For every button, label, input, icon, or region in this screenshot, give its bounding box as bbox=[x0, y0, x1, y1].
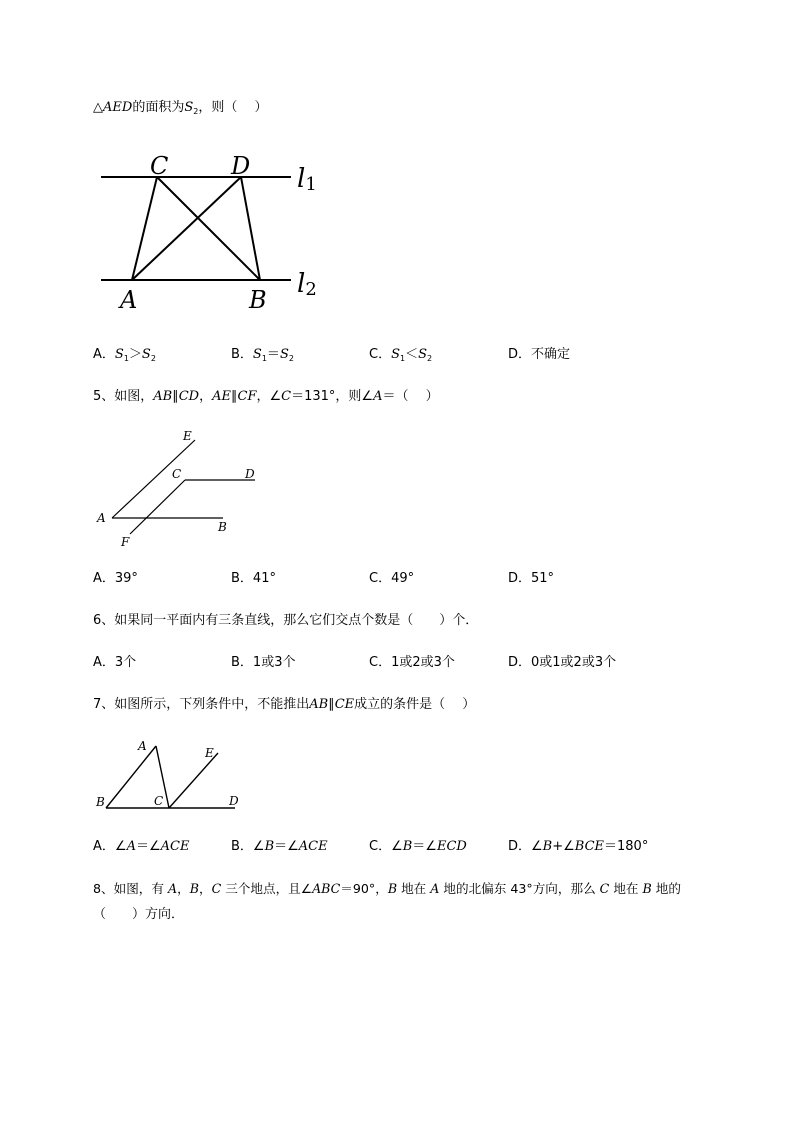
q6-option-a[interactable]: A．3个 bbox=[93, 655, 137, 670]
label-b: B bbox=[218, 520, 227, 534]
q4-option-b[interactable]: B．$S_1=S_2$ bbox=[231, 347, 294, 363]
label-d: D bbox=[229, 794, 239, 808]
q4-figure bbox=[95, 150, 335, 320]
q7-option-a[interactable]: A．∠A＝∠ACE bbox=[93, 839, 190, 854]
label-c: C bbox=[150, 152, 169, 180]
label-f: F bbox=[121, 535, 130, 549]
label-b: B bbox=[249, 286, 267, 314]
q7-option-c[interactable]: C．∠B＝∠ECD bbox=[369, 839, 467, 854]
q4-option-a[interactable]: A．$S_1>S_2$ bbox=[93, 347, 156, 363]
label-l1: l1 bbox=[297, 164, 317, 195]
q5-stem: 5、如图，AB∥CD，AE∥CF，∠C＝131°，则∠A＝（ ） bbox=[93, 389, 439, 404]
segment-ca bbox=[132, 177, 157, 280]
q7-figure bbox=[90, 735, 250, 820]
q5-figure bbox=[90, 425, 270, 555]
segment-ce bbox=[169, 753, 218, 808]
label-a: A bbox=[138, 739, 147, 753]
label-c: C bbox=[172, 467, 182, 481]
label-l2: l2 bbox=[297, 269, 317, 300]
q7-option-b[interactable]: B．∠B＝∠ACE bbox=[231, 839, 328, 854]
q6-option-b[interactable]: B．1或3个 bbox=[231, 655, 296, 670]
q5-option-b[interactable]: B．41° bbox=[231, 571, 276, 586]
q6-stem: 6、如果同一平面内有三条直线，那么它们交点个数是（ ）个． bbox=[93, 613, 479, 628]
q6-option-c[interactable]: C．1或2或3个 bbox=[369, 655, 455, 670]
label-e: E bbox=[183, 429, 192, 443]
q8-stem-line2: （ ）方向． bbox=[93, 907, 185, 922]
q6-option-d[interactable]: D．0或1或2或3个 bbox=[508, 655, 617, 670]
q7-stem: 7、如图所示，下列条件中，不能推出AB∥CE成立的条件是（ ） bbox=[93, 697, 476, 712]
q7-option-d[interactable]: D．∠B+∠BCE＝180° bbox=[508, 839, 649, 854]
q4-option-c[interactable]: C．$S_1<S_2$ bbox=[369, 347, 433, 363]
segment-ae bbox=[112, 440, 195, 518]
q8-stem-line1: 8、如图，有 A，B，C 三个地点，且∠ABC＝90°，B 地在 A 地的北偏东 43°方向，那么 C 地在 B 地的 bbox=[93, 881, 681, 896]
segment-ba bbox=[106, 746, 156, 808]
q5-option-a[interactable]: A．39° bbox=[93, 571, 138, 586]
segment-ad bbox=[132, 177, 241, 280]
label-e: E bbox=[205, 746, 214, 760]
label-b: B bbox=[96, 795, 105, 809]
label-d: D bbox=[245, 467, 255, 481]
segment-cf bbox=[130, 480, 185, 534]
q4-stem: △AED的面积为$S_2$，则（ ） bbox=[93, 100, 268, 116]
q5-option-c[interactable]: C．49° bbox=[369, 571, 415, 586]
q5-option-d[interactable]: D．51° bbox=[508, 571, 555, 586]
label-a: A bbox=[120, 286, 138, 314]
label-a: A bbox=[97, 511, 106, 525]
q4-option-d[interactable]: D．不确定 bbox=[508, 347, 571, 362]
label-c: C bbox=[154, 794, 164, 808]
label-d: D bbox=[231, 152, 251, 180]
